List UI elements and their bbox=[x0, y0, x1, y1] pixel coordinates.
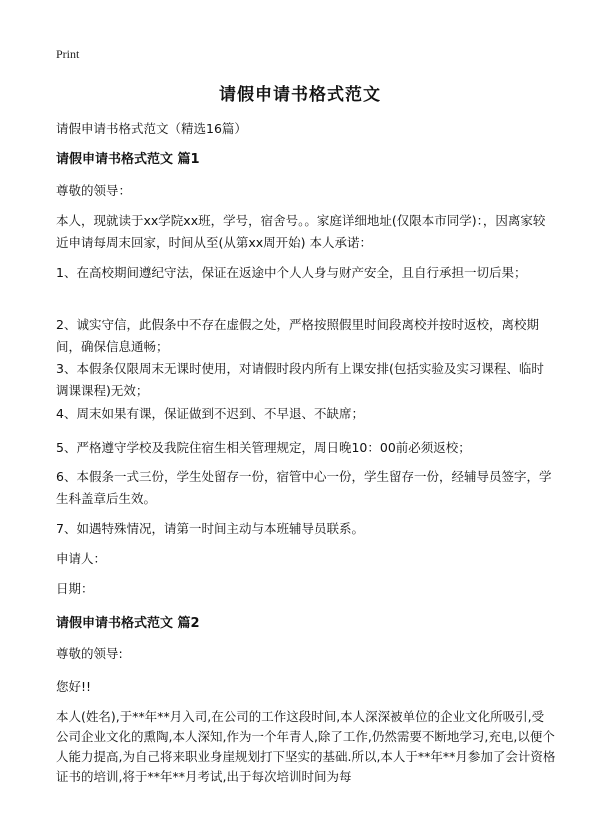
section-1-intro: 本人，现就读于xx学院xx班，学号，宿舍号。。家庭详细地址(仅限本市同学)：，因离家较近申请每周末回家，时间从至(从第xx周开始) 本人承诺： bbox=[56, 213, 546, 250]
section-1-heading: 请假申请书格式范文 篇1 bbox=[56, 152, 200, 167]
section-1-item: 4、周末如果有课，保证做到不迟到、不早退、不缺席； bbox=[56, 406, 364, 421]
section-1-item: 2、诚实守信，此假条中不存在虚假之处，严格按照假里时间段离校并按时返校，离校期间，确保信息通畅； bbox=[56, 317, 539, 354]
document-subtitle: 请假申请书格式范文（精选16篇） bbox=[56, 121, 247, 136]
section-1-item: 3、本假条仅限周末无课时使用，对请假时段内所有上课安排(包括实验及实习课程、临时调课课程)无效； bbox=[56, 361, 544, 398]
section-1-greeting: 尊敬的领导： bbox=[56, 183, 132, 198]
section-1-item: 7、如遇特殊情况，请第一时间主动与本班辅导员联系。 bbox=[56, 521, 364, 536]
section-1-item: 1、在高校期间遵纪守法，保证在返途中个人人身与财产安全，且自行承担一切后果； bbox=[56, 265, 527, 280]
applicant-label: 申请人： bbox=[56, 551, 107, 566]
section-2-salutation: 您好!! bbox=[56, 679, 92, 694]
section-2-heading: 请假申请书格式范文 篇2 bbox=[56, 616, 200, 631]
section-2-greeting: 尊敬的领导: bbox=[56, 646, 123, 661]
section-1-item: 6、本假条一式三份，学生处留存一份，宿管中心一份，学生留存一份，经辅导员签字，学生科盖章后生效。 bbox=[56, 469, 552, 506]
print-label[interactable]: Print bbox=[56, 47, 80, 61]
section-1-item: 5、严格遵守学校及我院住宿生相关管理规定，周日晚10：00前必须返校； bbox=[56, 440, 471, 455]
date-label: 日期： bbox=[56, 581, 94, 596]
section-2-body: 本人(姓名),于**年**月入司,在公司的工作这段时间,本人深深被单位的企业文化所吸引,受公司企业文化的熏陶,本人深知,作为一个年青人,除了工作,仍然需要不断地学习,充电,以便个人能力提高,为自己将来职业身崖规划打下坚实的基础.所以,本人于**年**月参加了会计资格证书的培训,将于**年**月考试,出于每次培训时间为每 bbox=[56, 709, 556, 784]
document-title: 请假申请书格式范文 bbox=[219, 85, 381, 105]
